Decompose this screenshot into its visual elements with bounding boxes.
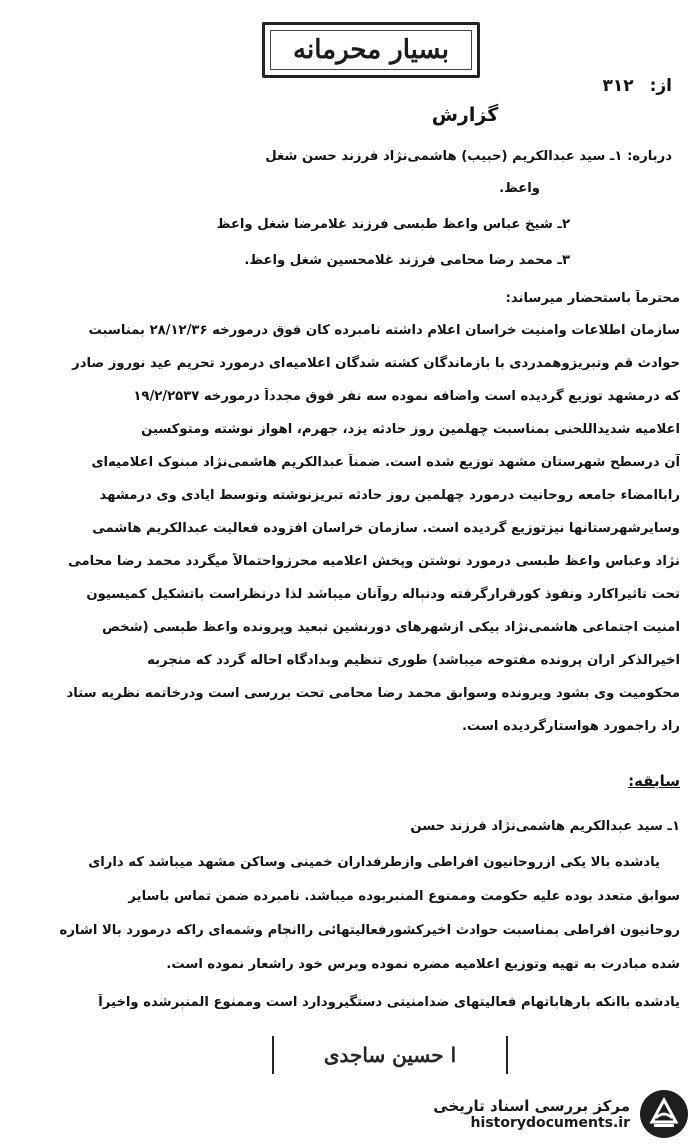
background-line: روحانیون افراطی بمناسبت حوادث اخیرکشورفعالیتهائی راانجام وشمه‌ای راکه درمورد بالا اشاره xyxy=(59,923,680,938)
subject-line: درباره: ۱ـ سید عبدالکریم (حبیب) هاشمی‌نژاد فرزند حسن شغل xyxy=(265,149,672,164)
subject-line: واعظ. xyxy=(499,181,540,196)
watermark-url: historydocuments.ir xyxy=(470,1115,630,1131)
classification-stamp xyxy=(262,22,480,78)
ref-label: از: xyxy=(649,76,672,96)
background-line: یادشده باانکه بارهاباتهام فعالیتهای ضدامنیتی دستگیرودارد است وممنوع المنبرشده واخیراً xyxy=(98,995,680,1010)
signature-stamp xyxy=(272,1036,508,1074)
body-line: اخیرالذکر اران پرونده مفتوحه میباشد) طوری تنظیم وبدادگاه احاله گردد که منجربه xyxy=(147,653,680,668)
background-line: یادشده بالا یکی ازروحانیون افراطی وازطرفداران خمینی وساکن مشهد میباشد که دارای xyxy=(88,855,660,870)
stamp-text: بسیار محرمانه xyxy=(293,35,449,65)
background-line: سوابق متعدد بوده علیه حکومت وممنوع المنبربوده میباشد. نامبرده ضمن تماس باسایر xyxy=(128,889,680,904)
subject-line: ۳ـ محمد رضا محامی فرزند غلامحسین شغل واعظ. xyxy=(244,253,570,268)
signature-text: ا حسین ساجدی xyxy=(323,1043,457,1067)
watermark-logo xyxy=(433,1088,690,1140)
archive-emblem-icon xyxy=(638,1088,690,1140)
background-line: ۱ـ سید عبدالکریم هاشمی‌نژاد فرزند حسن xyxy=(410,819,680,834)
body-line: وسایرشهرستانها نیزتوزیع گردیده است. سازمان خراسان افزوده فعالیت عبدالکریم هاشمی‌ xyxy=(92,521,680,536)
body-line: که درمشهد توزیع گردیده است واضافه نموده سه نفر فوق مجدداً درمورخه ۱۹/۲/۲۵۳۷ xyxy=(133,389,680,404)
body-line: محکومیت وی بشود ویرونده وسوابق محمد رضا محامی تحت بررسی است ودرخاتمه نظریه ستاد xyxy=(66,686,680,701)
body-line: آن درسطح شهرستان مشهد توزیع شده است. ضمناً عبدالکریم هاشمی‌نژاد مبنوک اعلامیه‌ای xyxy=(91,455,680,470)
ref-number: ۳۱۲ xyxy=(602,76,634,96)
background-heading: سابقه: xyxy=(628,772,680,790)
salutation: محترماً باستحضار میرساند: xyxy=(505,291,680,306)
body-line: حوادث قم وتبریزوهمدردی با بازماندگان کشته شدگان اعلامیه‌ای درمورد تحریم عید نوروز صادر xyxy=(72,356,680,371)
watermark-name: مرکز بررسی اسناد تاریخی xyxy=(433,1097,630,1115)
body-line: اعلامیه شدیداللحنی بمناسبت چهلمین روز حادثه یزد، جهرم، اهواز نوشته ومتوکسین xyxy=(141,422,680,437)
reference-number xyxy=(603,76,672,96)
subject-line: ۲ـ شیخ عباس واعظ طبسی فرزند غلامرضا شغل واعظ xyxy=(216,217,570,232)
body-line: راباامضاء جامعه روحانیت درمورد چهلمین روز حادثه تبریزنوشته وتوسط ایادی وی درمشهد xyxy=(99,488,680,503)
background-line: شده مبادرت به تهیه وتوزیع اعلامیه مضره نموده وبرس خود راشعار نموده است. xyxy=(166,957,680,972)
body-line: تحت تاثیراکارد ونفوذ کورقرارگرفته ودنباله روآنان میباشد لذا درنظراست باتشکیل کمیسیون xyxy=(86,587,680,602)
report-title: گزارش xyxy=(431,104,499,126)
body-line: امنیت اجتماعی هاشمی‌نژاد بیکی ازشهرهای دورنشین تبعید وپرونده واعظ طبسی (شخص xyxy=(102,620,680,635)
body-line: راد راجمورد هواستارگردیده است. xyxy=(461,719,680,734)
body-line: سازمان اطلاعات وامنیت خراسان اعلام داشته نامبرده کان فوق درمورخه ۲۸/۱۲/۳۶ بمناسبت xyxy=(88,323,680,338)
body-line: نژاد وعباس واعظ طبسی درمورد نوشتن وپخش اعلامیه محرزواحتمالاً میگردد محمد رضا محامی xyxy=(68,554,680,569)
